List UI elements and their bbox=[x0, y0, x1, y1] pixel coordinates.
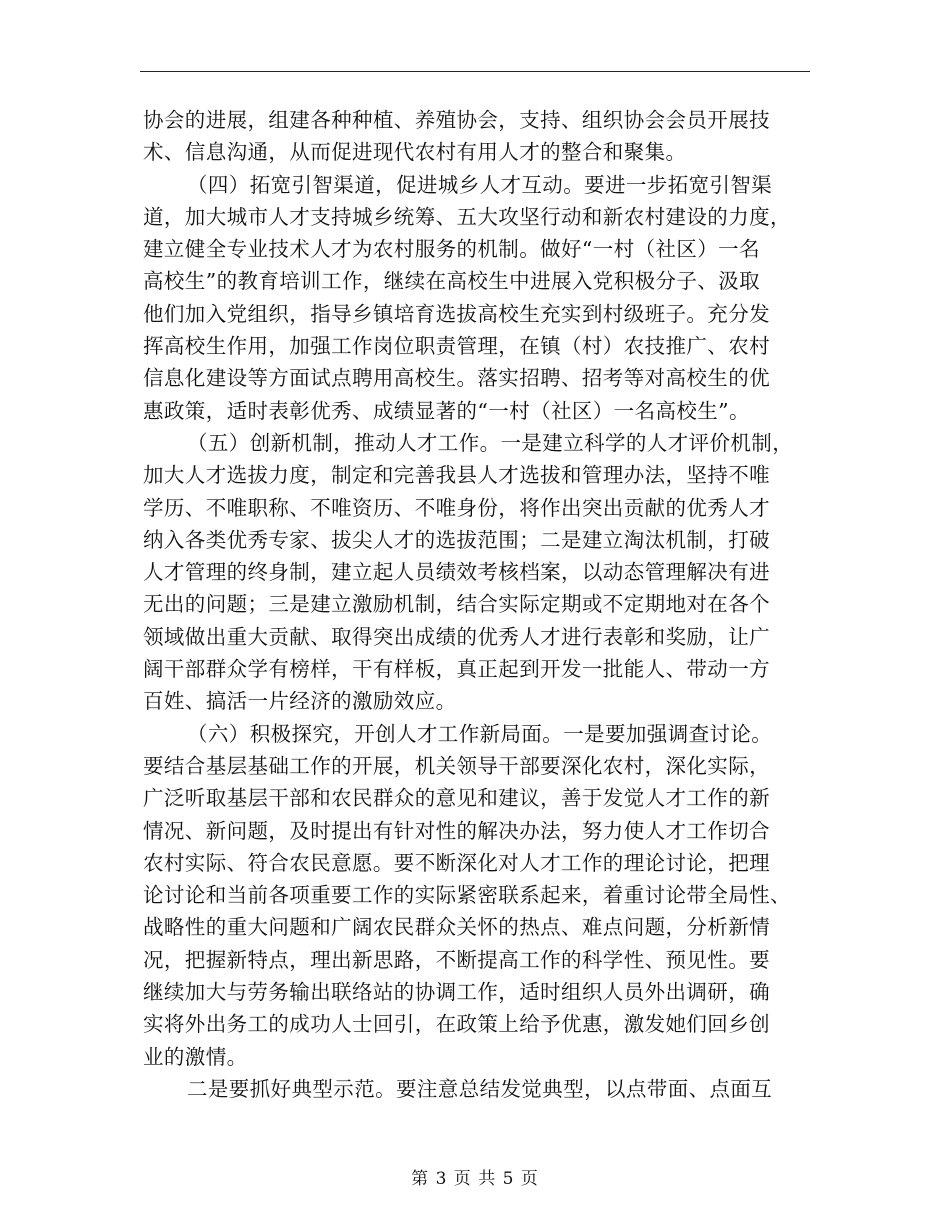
paragraph-line: 高校生”的教育培训工作，继续在高校生中进展入党积极分子、汲取 bbox=[143, 269, 760, 294]
paragraph-line: 业的激情。 bbox=[143, 1044, 248, 1069]
paragraph-line: 他们加入党组织，指导乡镇培育选拔高校生充实到村级班子。充分发 bbox=[143, 301, 770, 326]
paragraph-line: 学历、不唯职称、不唯资历、不唯身份，将作出突出贡献的优秀人才 bbox=[143, 495, 770, 520]
paragraph-line: 况，把握新特点，理出新思路，不断提高工作的科学性、预见性。要 bbox=[143, 947, 770, 972]
paragraph-line: 道，加大城市人才支持城乡统筹、五大攻坚行动和新农村建设的力度， bbox=[143, 204, 791, 229]
paragraph-line: 挥高校生作用，加强工作岗位职责管理，在镇（村）农技推广、农村 bbox=[143, 334, 770, 359]
paragraph-line: 阔干部群众学有榜样，干有样板，真正起到开发一批能人、带动一方 bbox=[143, 657, 770, 682]
paragraph-line: 农村实际、符合农民意愿。要不断深化对人才工作的理论讨论，把理 bbox=[143, 850, 770, 875]
paragraph-first-line: 二是要抓好典型示范。要注意总结发觉典型，以点带面、点面互 bbox=[187, 1076, 773, 1101]
paragraph-first-line: （四）拓宽引智渠道，促进城乡人才互动。要进一步拓宽引智渠 bbox=[187, 172, 773, 197]
document-body bbox=[143, 104, 815, 1105]
paragraph-line: 协会的进展，组建各种种植、养殖协会，支持、组织协会会员开展技 bbox=[143, 108, 770, 132]
page-number: 第 3 页 共 5 页 bbox=[411, 1169, 539, 1189]
paragraph-line: 百姓、搞活一片经济的激励效应。 bbox=[143, 689, 457, 714]
paragraph-line: 信息化建设等方面试点聘用高校生。落实招聘、招考等对高校生的优 bbox=[143, 366, 770, 391]
header-rule bbox=[140, 71, 810, 72]
paragraph-line: 术、信息沟通，从而促进现代农村有用人才的整合和聚集。 bbox=[143, 140, 687, 165]
paragraph-line: 继续加大与劳务输出联络站的协调工作，适时组织人员外出调研，确 bbox=[143, 980, 770, 1005]
paragraph-line: 要结合基层基础工作的开展，机关领导干部要深化农村，深化实际， bbox=[143, 753, 770, 778]
paragraph-line: 建立健全专业技术人才为农村服务的机制。做好“一村（社区）一名 bbox=[143, 237, 760, 262]
paragraph-line: 无出的问题；三是建立激励机制，结合实际定期或不定期地对在各个 bbox=[143, 592, 770, 617]
paragraph-line: 领域做出重大贡献、取得突出成绩的优秀人才进行表彰和奖励，让广 bbox=[143, 624, 770, 649]
paragraph-line: 广泛听取基层干部和农民群众的意见和建议，善于发觉人才工作的新 bbox=[143, 786, 770, 811]
paragraph-line: 惠政策，适时表彰优秀、成绩显著的“一村（社区）一名高校生”。 bbox=[143, 398, 750, 423]
paragraph-first-line: （六）积极探究，开创人才工作新局面。一是要加强调查讨论。 bbox=[187, 721, 773, 746]
paragraph-line: 人才管理的终身制，建立起人员绩效考核档案，以动态管理解决有进 bbox=[143, 560, 770, 585]
paragraph-line: 情况、新问题，及时提出有针对性的解决办法，努力使人才工作切合 bbox=[143, 818, 770, 843]
paragraph-line: 加大人才选拔力度，制定和完善我县人才选拔和管理办法，坚持不唯 bbox=[143, 463, 770, 488]
paragraph-line: 纳入各类优秀专家、拔尖人才的选拔范围；二是建立淘汰机制，打破 bbox=[143, 527, 770, 552]
paragraph-line: 论讨论和当前各项重要工作的实际紧密联系起来，着重讨论带全局性、 bbox=[143, 883, 791, 908]
paragraph-first-line: （五）创新机制，推动人才工作。一是建立科学的人才评价机制， bbox=[187, 430, 794, 455]
paragraph-line: 战略性的重大问题和广阔农民群众关怀的热点、难点问题，分析新情 bbox=[143, 915, 770, 940]
paragraph-line: 实将外出务工的成功人士回引，在政策上给予优惠，激发她们回乡创 bbox=[143, 1012, 770, 1037]
